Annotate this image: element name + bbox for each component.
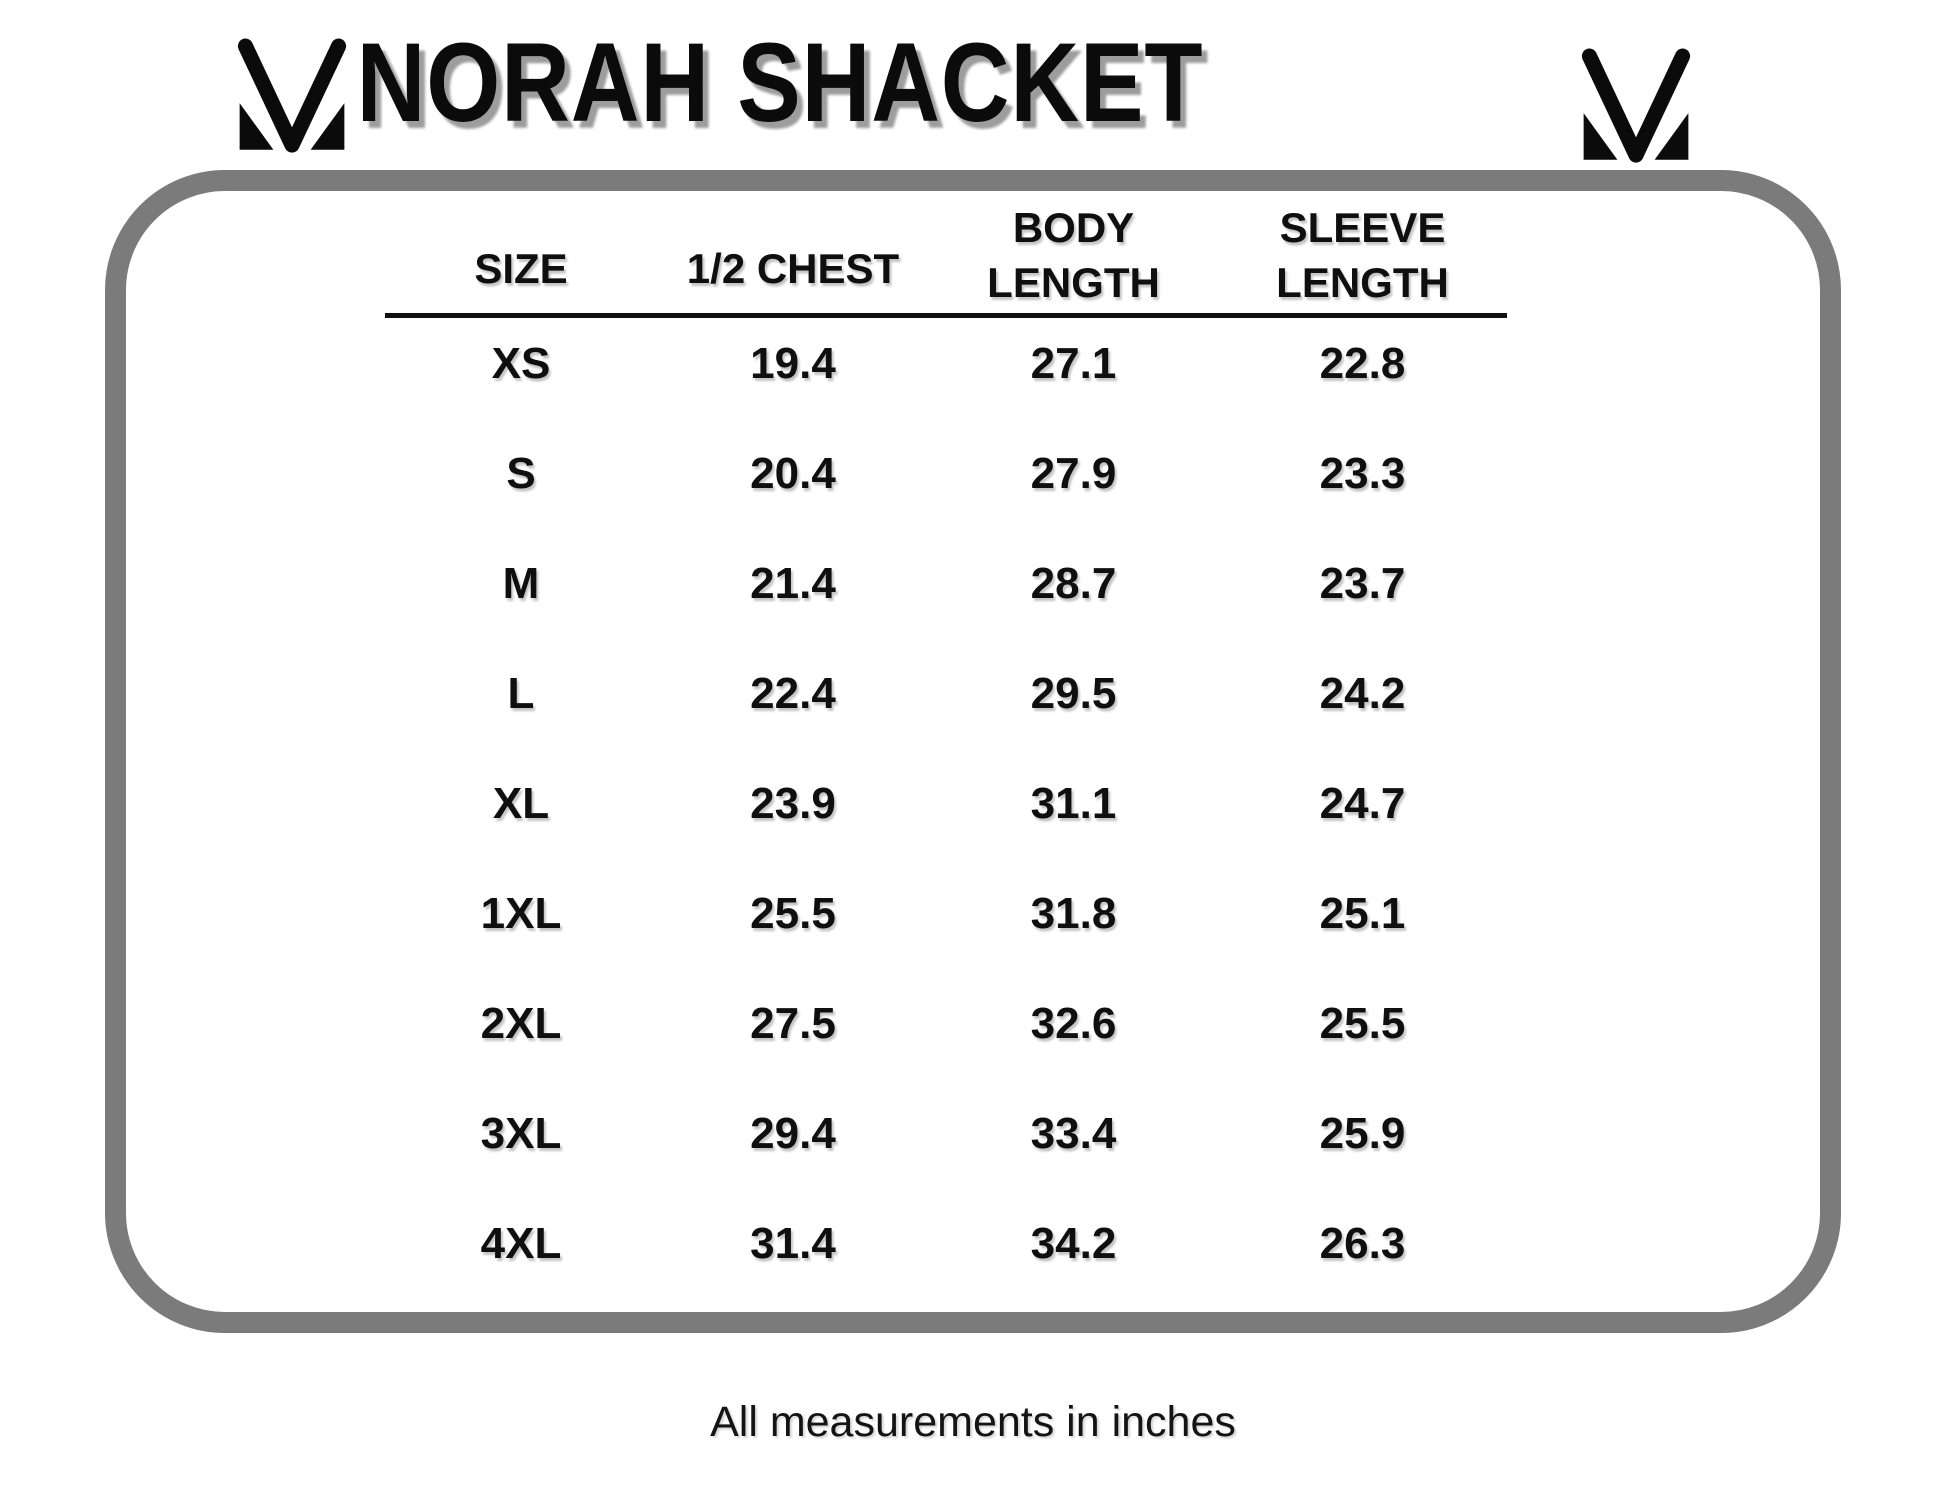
cell-sleeve-length: 26.3: [1319, 1219, 1406, 1268]
table-header-row: [385, 200, 1507, 318]
table-row: [385, 969, 1507, 1079]
table-row: [385, 639, 1507, 749]
cell-size: 1XL: [480, 889, 562, 938]
cell-sleeve-length: 24.7: [1319, 779, 1406, 828]
table-row: [385, 1189, 1507, 1299]
cell-half-chest: 19.4: [750, 339, 836, 388]
cell-size: 4XL: [480, 1219, 562, 1268]
cell-half-chest: 29.4: [750, 1109, 836, 1158]
cell-size: XS: [491, 339, 551, 388]
cell-body-length: 27.1: [1030, 339, 1117, 388]
cell-body-length: 29.5: [1030, 669, 1117, 718]
cell-sleeve-length: 24.2: [1319, 669, 1406, 718]
column-header-body-length: BODY LENGTH: [987, 204, 1160, 306]
cell-half-chest: 21.4: [750, 559, 836, 608]
cell-body-length: 31.1: [1030, 779, 1117, 828]
cell-size: XL: [492, 779, 550, 828]
cell-body-length: 28.7: [1030, 559, 1117, 608]
table-row: [385, 859, 1507, 969]
cell-size: L: [507, 669, 535, 718]
cell-body-length: 34.2: [1030, 1219, 1117, 1268]
cell-half-chest: 27.5: [750, 999, 836, 1048]
column-header-sleeve-length: SLEEVE LENGTH: [1276, 204, 1449, 306]
cell-half-chest: 25.5: [750, 889, 836, 938]
measurements-note: All measurements in inches: [710, 1398, 1236, 1446]
cell-sleeve-length: 22.8: [1319, 339, 1406, 388]
table-body: [385, 309, 1507, 1299]
mv-monogram-icon: [228, 36, 356, 154]
cell-body-length: 31.8: [1030, 889, 1117, 938]
cell-body-length: 27.9: [1030, 449, 1117, 498]
table-row: [385, 1079, 1507, 1189]
table-row: [385, 749, 1507, 859]
cell-sleeve-length: 23.7: [1319, 559, 1406, 608]
cell-size: M: [502, 559, 540, 608]
page-title: NORAH SHACKET: [356, 19, 1204, 145]
column-header-size: SIZE: [474, 245, 568, 292]
cell-body-length: 33.4: [1030, 1109, 1117, 1158]
cell-half-chest: 20.4: [750, 449, 836, 498]
cell-sleeve-length: 25.9: [1319, 1109, 1406, 1158]
cell-size: 3XL: [480, 1109, 562, 1158]
mv-monogram-icon: [1572, 46, 1700, 164]
cell-sleeve-length: 25.1: [1319, 889, 1406, 938]
size-table: [385, 200, 1507, 1299]
cell-sleeve-length: 25.5: [1319, 999, 1406, 1048]
table-row: [385, 419, 1507, 529]
cell-sleeve-length: 23.3: [1319, 449, 1406, 498]
cell-size: 2XL: [480, 999, 562, 1048]
cell-body-length: 32.6: [1030, 999, 1117, 1048]
cell-half-chest: 31.4: [750, 1219, 836, 1268]
cell-half-chest: 23.9: [750, 779, 836, 828]
table-row: [385, 309, 1507, 419]
cell-size: S: [506, 449, 536, 498]
cell-half-chest: 22.4: [750, 669, 836, 718]
column-header-half-chest: 1/2 CHEST: [686, 245, 900, 292]
table-row: [385, 529, 1507, 639]
